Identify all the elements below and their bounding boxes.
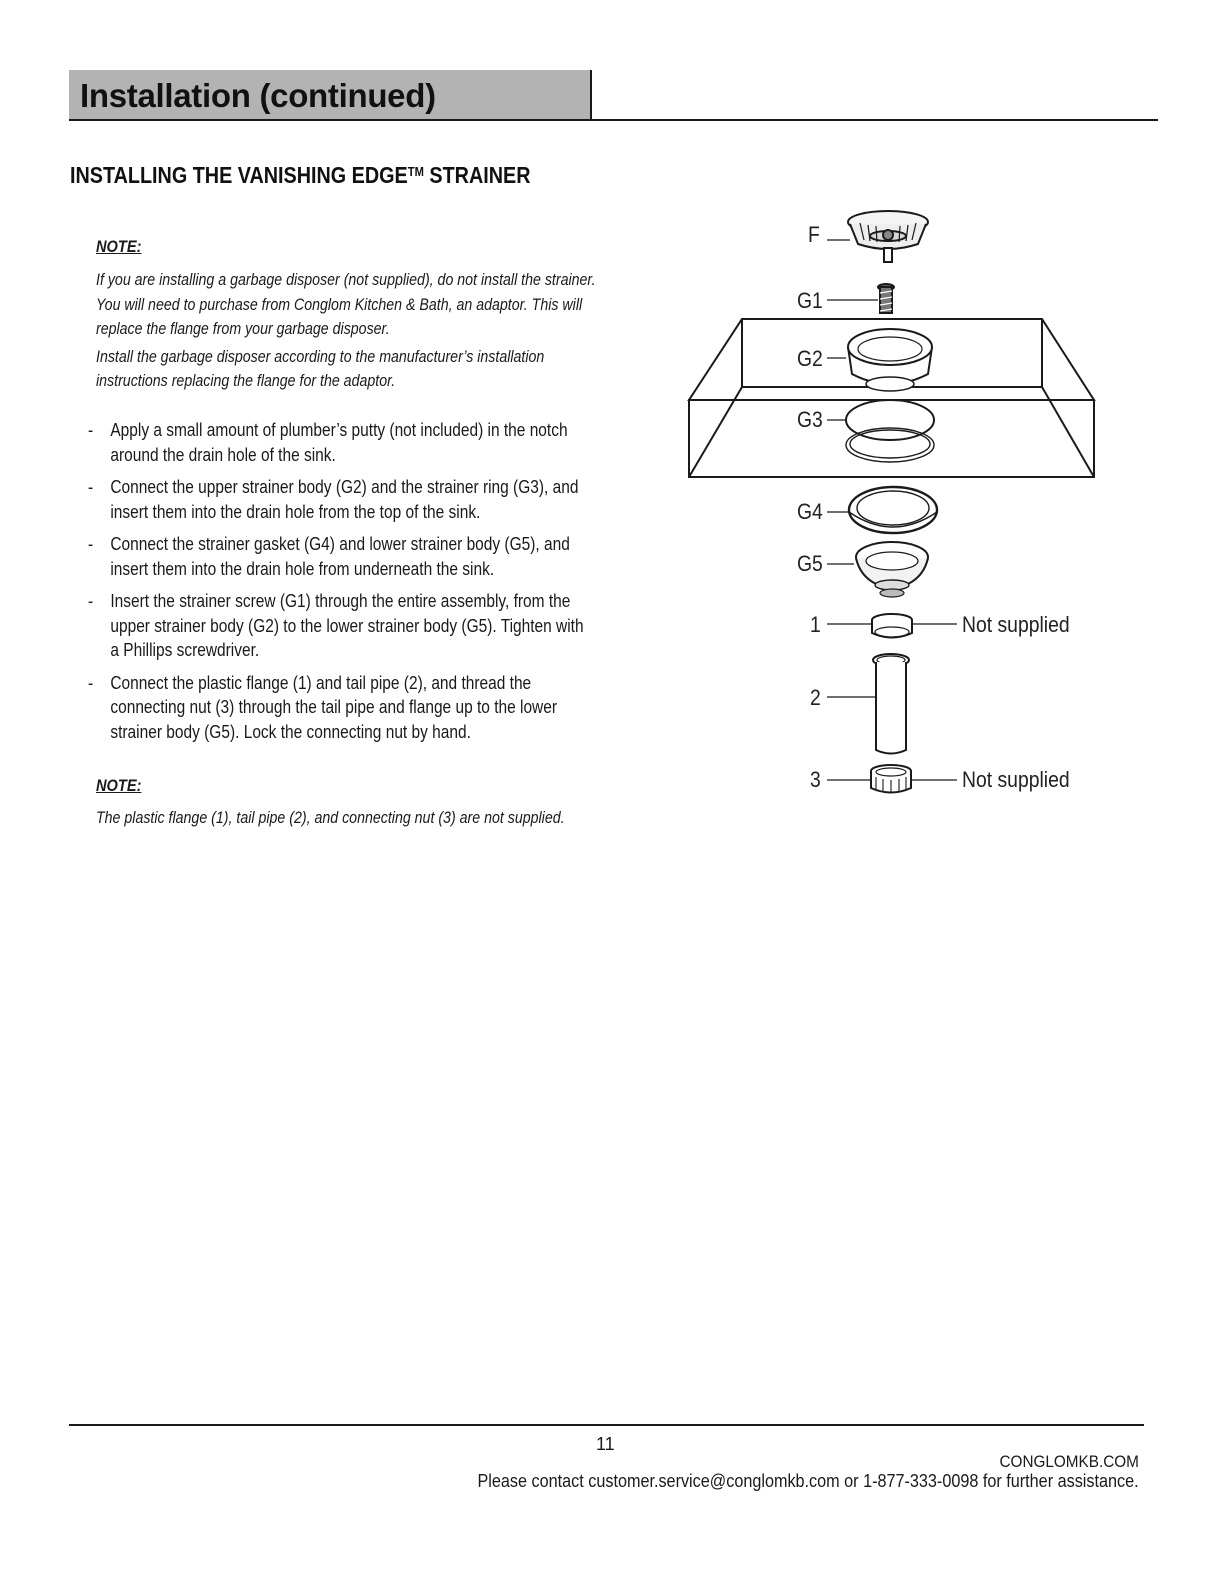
- footer-rule: [69, 1424, 1144, 1426]
- strainer-gasket-icon: [849, 487, 937, 533]
- installation-steps: [88, 418, 584, 752]
- step-dash: -: [88, 672, 94, 693]
- step-item: [88, 532, 584, 581]
- step-item: [88, 418, 584, 467]
- step-dash: -: [88, 477, 94, 497]
- callout-1: 1: [810, 612, 821, 637]
- footer-website: CONGLOMKB.COM: [999, 1452, 1139, 1471]
- step-line: Connect the upper strainer body (G2) and the strainer ring (G3), and: [110, 477, 579, 497]
- step-line: Connect the plastic flange (1) and tail pipe (2), and thread the: [110, 672, 532, 693]
- step-line: Insert the strainer screw (G1) through the entire assembly, from the: [110, 591, 571, 611]
- not-supplied-label: Not supplied: [962, 767, 1070, 792]
- tail-pipe-icon: [873, 654, 909, 754]
- step-line: Apply a small amount of plumber’s putty (not included) in the notch: [110, 420, 568, 440]
- note-text: [96, 268, 596, 394]
- section-title-end: STRAINER: [423, 162, 531, 188]
- note-line: You will need to purchase from Conglom Kitchen & Bath, an adaptor. This will: [96, 295, 583, 314]
- note-label: NOTE:: [96, 237, 142, 256]
- step-line: connecting nut (3) through the tail pipe and flange up to the lower: [110, 697, 558, 717]
- note-line: If you are installing a garbage disposer (not supplied), do not install the strainer.: [96, 271, 596, 289]
- step-line: insert them into the drain hole from underneath the sink.: [110, 558, 495, 579]
- step-dash: -: [88, 591, 94, 611]
- step-line: around the drain hole of the sink.: [110, 444, 336, 465]
- step-line: Connect the strainer gasket (G4) and lower strainer body (G5), and: [110, 534, 570, 554]
- callout-g5: G5: [797, 551, 823, 576]
- strainer-basket-icon: [848, 211, 928, 262]
- step-item: [88, 589, 584, 663]
- strainer-exploded-diagram: [680, 200, 1110, 810]
- callout-3: 3: [810, 767, 821, 792]
- step-line: a Phillips screwdriver.: [110, 640, 260, 660]
- page-title: Installation (continued): [80, 77, 436, 114]
- note-line: instructions replacing the flange for the adaptor.: [96, 372, 396, 390]
- callout-g3: G3: [797, 407, 823, 432]
- section-title: [70, 162, 530, 189]
- callout-g2: G2: [797, 346, 823, 371]
- plastic-flange-icon: [872, 614, 912, 638]
- not-supplied-label: Not supplied: [962, 612, 1070, 637]
- note-line: Install the garbage disposer according to the manufacturer’s installation: [96, 347, 545, 366]
- note-text: The plastic flange (1), tail pipe (2), and connecting nut (3) are not supplied.: [96, 809, 565, 827]
- lower-strainer-body-icon: [856, 542, 928, 597]
- step-line: upper strainer body (G2) to the lower strainer body (G5). Tighten with: [110, 615, 584, 636]
- footer-contact: Please contact customer.service@conglomkb.com or 1-877-333-0098 for further assistance.: [477, 1471, 1139, 1491]
- page-number: 11: [596, 1434, 615, 1454]
- step-line: insert them into the drain hole from the top of the sink.: [110, 501, 481, 522]
- connecting-nut-icon: [871, 765, 911, 793]
- callout-2: 2: [810, 685, 821, 710]
- trademark-mark: TM: [407, 164, 424, 179]
- strainer-screw-icon: [878, 284, 894, 313]
- step-dash: -: [88, 420, 94, 440]
- step-dash: -: [88, 534, 94, 554]
- step-line: strainer body (G5). Lock the connecting nut by hand.: [110, 721, 471, 742]
- step-item: [88, 475, 584, 524]
- callout-f: F: [808, 222, 820, 247]
- section-title-main: INSTALLING THE VANISHING EDGE: [70, 162, 408, 188]
- note-label: NOTE:: [96, 776, 142, 795]
- callout-g1: G1: [797, 288, 823, 313]
- header-rule: [69, 119, 1158, 121]
- note-line: replace the flange from your garbage disposer.: [96, 320, 390, 338]
- step-item: [88, 671, 584, 745]
- callout-g4: G4: [797, 499, 823, 524]
